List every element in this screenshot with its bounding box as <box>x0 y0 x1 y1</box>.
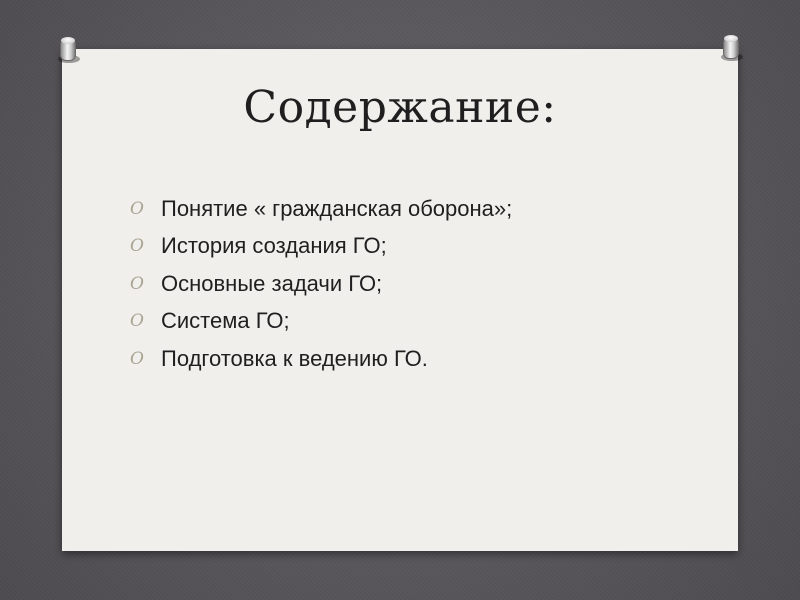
slide-title: Содержание: <box>243 82 557 133</box>
bullet-marker-icon: O <box>130 311 144 332</box>
pushpin-icon <box>717 33 745 65</box>
list-item-text: Система ГО; <box>161 308 290 334</box>
list-item <box>130 228 512 266</box>
bullet-marker-icon: O <box>130 198 144 219</box>
list-item <box>130 190 512 228</box>
pushpin-icon <box>54 35 82 67</box>
list-item-text: Понятие « гражданская оборона»; <box>161 195 513 221</box>
list-item-text: Основные задачи ГО; <box>161 270 383 296</box>
list-item <box>130 265 512 303</box>
list-item <box>130 340 512 378</box>
list-item <box>130 303 512 341</box>
bullet-marker-icon: O <box>130 348 144 369</box>
bullet-marker-icon: O <box>130 273 144 294</box>
bullet-marker-icon: O <box>130 236 144 257</box>
contents-list <box>130 190 512 378</box>
list-item-text: Подготовка к ведению ГО. <box>161 345 428 371</box>
list-item-text: История создания ГО; <box>161 233 387 259</box>
